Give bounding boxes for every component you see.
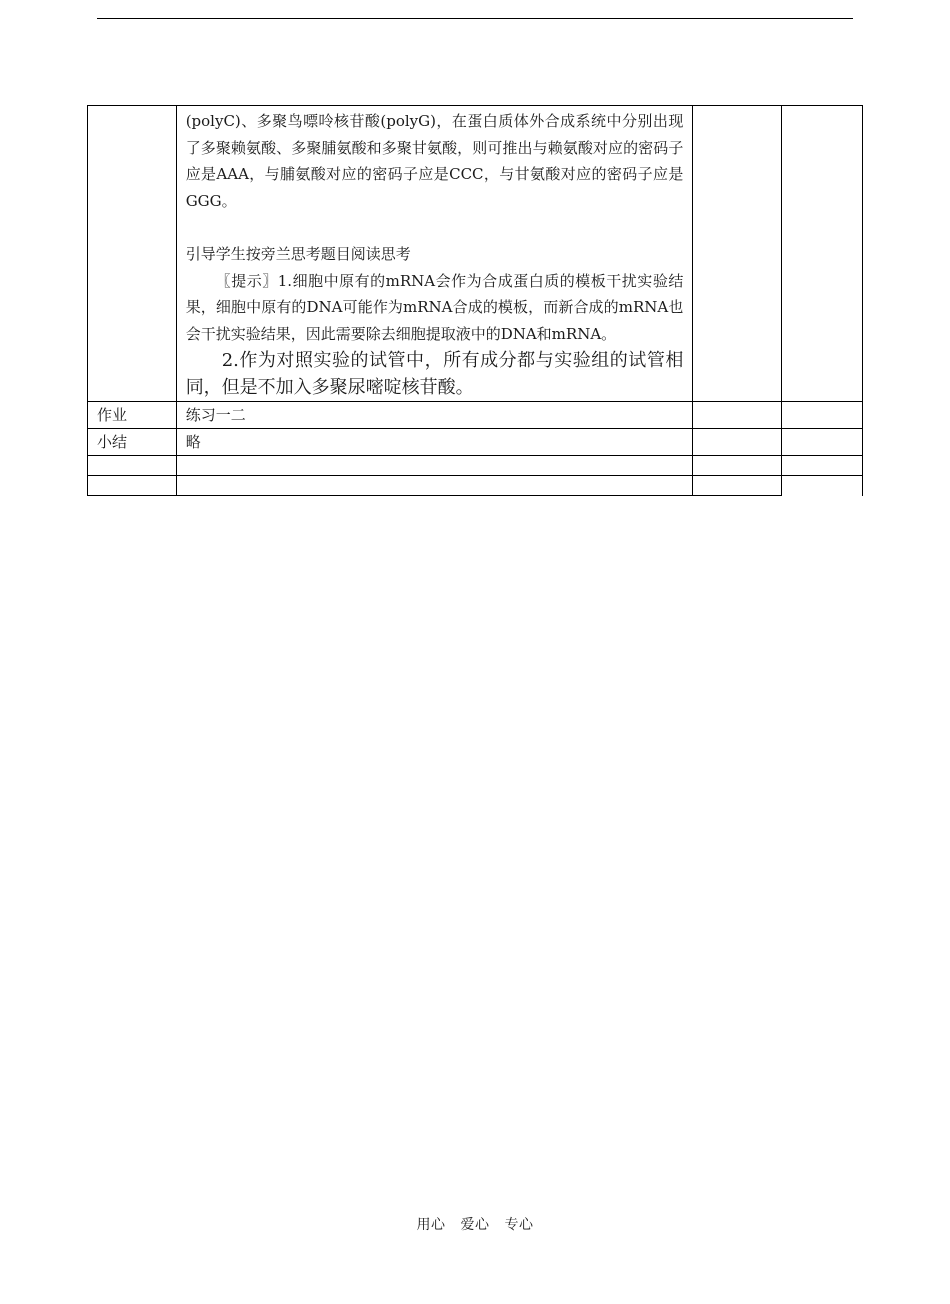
paragraph-codon-inference: (polyC)、多聚鸟嘌呤核苷酸(polyG)，在蛋白质体外合成系统中分别出现了多聚赖氨酸、多聚脯氨酸和多聚甘氨酸，则可推出与赖氨酸对应的密码子应是AAA，与脯氨酸对应的密码子应是CCC，与甘氨酸对应的密码子应是GGG。 [185, 112, 684, 210]
extra-cell [693, 429, 782, 456]
footer-text: 爱心 [460, 1217, 490, 1233]
header-rule [97, 18, 853, 19]
empty-cell [176, 476, 693, 496]
row-value: 略 [176, 429, 693, 456]
table-row-empty [88, 456, 863, 476]
table-row-content [88, 106, 863, 402]
footer-text: 用心 [416, 1217, 446, 1233]
empty-cell [693, 456, 782, 476]
table-row-homework [88, 402, 863, 429]
empty-cell [88, 456, 177, 476]
row-label: 小结 [88, 429, 177, 456]
extra-cell [782, 402, 863, 429]
lesson-table [87, 105, 863, 496]
table-row-empty [88, 476, 863, 496]
label-cell-empty [88, 106, 177, 402]
empty-cell [693, 476, 782, 496]
page-footer [0, 1214, 950, 1234]
empty-cell [88, 476, 177, 496]
empty-cell [176, 456, 693, 476]
paragraph-spacer [186, 214, 684, 241]
paragraph-hint-2: 2.作为对照实验的试管中，所有成分都与实验组的试管相同，但是不加入多聚尿嘧啶核苷酸。 [185, 350, 684, 398]
footer-text: 专心 [504, 1217, 534, 1233]
extra-cell [693, 106, 782, 402]
row-label: 作业 [88, 402, 177, 429]
empty-cell [782, 476, 863, 496]
extra-cell [693, 402, 782, 429]
empty-cell [782, 456, 863, 476]
paragraph-hint-1: 〖提示〗1.细胞中原有的mRNA会作为合成蛋白质的模板干扰实验结果，细胞中原有的DNA可能作为mRNA合成的模板，而新合成的mRNA也会干扰实验结果，因此需要除去细胞提取液中的DNA和mRNA。 [185, 271, 684, 343]
row-value: 练习一二 [176, 402, 693, 429]
table-row-summary [88, 429, 863, 456]
extra-cell [782, 429, 863, 456]
content-cell [176, 106, 693, 402]
extra-cell [782, 106, 863, 402]
paragraph-guidance: 引导学生按旁兰思考题目阅读思考 [185, 245, 411, 263]
